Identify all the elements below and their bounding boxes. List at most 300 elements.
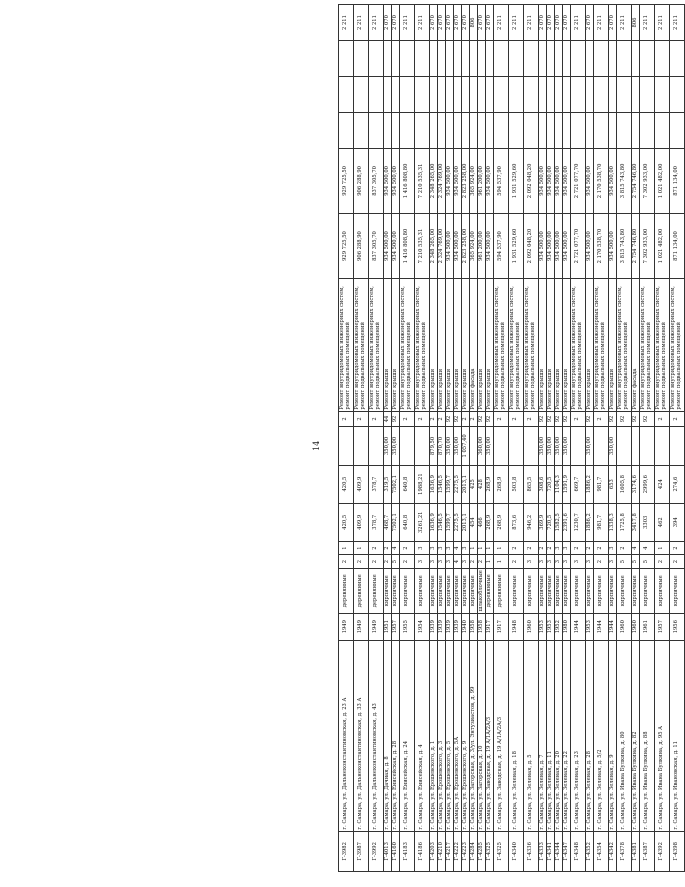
extra-b-cell: [430, 76, 438, 112]
entrances-cell: 2: [547, 541, 555, 554]
table-row: [640, 5, 655, 872]
row-id-cell: Г-3987: [354, 831, 369, 871]
group-cell: 2: [571, 411, 586, 427]
work-volume-cell: 350,00: [446, 427, 454, 465]
table-row: [670, 5, 685, 872]
extra-c-cell: [571, 41, 586, 77]
group-cell: 92: [446, 411, 454, 427]
year-cell: 1949: [339, 613, 354, 640]
cost-cell: 934 500,00: [555, 213, 563, 278]
cost-cell: 934 500,00: [539, 213, 547, 278]
work-type-cell: Ремонт внутридомовых инженерных систем, ремонт подвальных помещений: [594, 279, 609, 412]
total-cost-cell: 3 815 743,80: [617, 148, 632, 213]
year-plan-cell: 2 070: [384, 5, 392, 41]
extra-b-cell: [446, 76, 454, 112]
table-row: [446, 5, 454, 872]
work-type-cell: Ремонт крыши: [547, 279, 555, 412]
floors-cell: 3: [609, 555, 617, 568]
year-plan-cell: 2 070: [392, 5, 400, 41]
work-volume-cell: [632, 427, 640, 465]
total-cost-cell: 2 170 538,70: [594, 148, 609, 213]
year-cell: 1953: [586, 613, 594, 640]
year-cell: 1960: [632, 613, 640, 640]
living-area-cell: 1988,21: [415, 465, 430, 503]
extra-a-cell: [415, 112, 430, 148]
total-area-cell: 268,9: [486, 503, 494, 541]
year-cell: 1939: [454, 613, 462, 640]
entrances-cell: 2: [384, 541, 392, 554]
extra-c-cell: [509, 41, 524, 77]
living-area-cell: 424: [655, 465, 670, 503]
cost-cell: 934 500,00: [392, 213, 400, 278]
living-area-cell: 268,9: [486, 465, 494, 503]
work-type-cell: Ремонт внутридомовых инженерных систем, ремонт подвальных помещений: [571, 279, 586, 412]
table-row: [539, 5, 547, 872]
group-cell: 2: [400, 411, 415, 427]
cost-cell: 934 500,00: [586, 213, 594, 278]
floors-cell: 2: [369, 555, 384, 568]
table-row: [586, 5, 594, 872]
wall-material-cell: кирпичные: [655, 568, 670, 613]
row-id-cell: Г-4378: [617, 831, 632, 871]
entrances-cell: 3: [415, 541, 430, 554]
year-cell: 1917: [486, 613, 494, 640]
work-volume-cell: [415, 427, 430, 465]
year-plan-cell: 2 211: [339, 5, 354, 41]
table-row: [524, 5, 539, 872]
total-cost-cell: 1 416 808,80: [400, 148, 415, 213]
entrances-cell: 3: [430, 541, 438, 554]
table-row: [547, 5, 555, 872]
entrances-cell: 2: [617, 541, 632, 554]
wall-material-cell: кирпичные: [392, 568, 400, 613]
work-type-cell: Ремонт крыши: [555, 279, 563, 412]
extra-a-cell: [339, 112, 354, 148]
row-id-cell: Г-4341: [547, 831, 555, 871]
living-area-cell: 7502,1: [392, 465, 400, 503]
living-area-cell: 2275,5: [454, 465, 462, 503]
floors-cell: 2: [400, 555, 415, 568]
group-cell: 92: [632, 411, 640, 427]
group-cell: 92: [563, 411, 571, 427]
entrances-cell: 3: [563, 541, 571, 554]
total-cost-cell: 934 500,00: [539, 148, 547, 213]
address-cell: г. Самара, ул. Зеленая, д. 5: [524, 640, 539, 831]
floors-cell: 5: [392, 555, 400, 568]
extra-c-cell: [354, 41, 369, 77]
living-area-cell: 308,6: [539, 465, 547, 503]
year-cell: 1980: [563, 613, 571, 640]
entrances-cell: 2: [586, 541, 594, 554]
wall-material-cell: кирпичные: [571, 568, 586, 613]
total-area-cell: 394: [670, 503, 685, 541]
extra-a-cell: [400, 112, 415, 148]
year-plan-cell: 2 670: [486, 5, 494, 41]
cost-cell: 934 500,00: [547, 213, 555, 278]
extra-a-cell: [494, 112, 509, 148]
floors-cell: 3: [524, 555, 539, 568]
address-cell: г. Самара, ул. Ивановская, д. 11: [670, 640, 685, 831]
row-id-cell: Г-4285: [478, 831, 486, 871]
work-volume-cell: 350,00: [547, 427, 555, 465]
total-area-cell: 462: [655, 503, 670, 541]
year-cell: 1956: [670, 613, 685, 640]
entrances-cell: 3: [438, 541, 446, 554]
cost-cell: 906 288,90: [354, 213, 369, 278]
year-cell: 1951: [384, 613, 392, 640]
floors-cell: 2: [509, 555, 524, 568]
living-area-cell: 1546,5: [438, 465, 446, 503]
floors-cell: 3: [547, 555, 555, 568]
year-cell: 1957: [655, 613, 670, 640]
total-area-cell: 468,7: [384, 503, 392, 541]
extra-c-cell: [640, 41, 655, 77]
floors-cell: 2: [384, 555, 392, 568]
row-id-cell: Г-4352: [586, 831, 594, 871]
total-cost-cell: 961 200,00: [478, 148, 486, 213]
total-area-cell: 420,5: [339, 503, 354, 541]
wall-material-cell: кирпичные: [470, 568, 478, 613]
year-plan-cell: 2 670: [446, 5, 454, 41]
row-id-cell: Г-4186: [415, 831, 430, 871]
total-cost-cell: 594 537,90: [494, 148, 509, 213]
row-id-cell: Г-4347: [563, 831, 571, 871]
work-volume-cell: 879,50: [430, 427, 438, 465]
extra-a-cell: [547, 112, 555, 148]
group-cell: 2: [509, 411, 524, 427]
total-area-cell: 3417,8: [632, 503, 640, 541]
year-plan-cell: 2 211: [415, 5, 430, 41]
work-type-cell: Ремонт крыши: [384, 279, 392, 412]
work-volume-cell: 350,00: [486, 427, 494, 465]
table-row: [415, 5, 430, 872]
row-id-cell: Г-4284: [470, 831, 478, 871]
year-plan-cell: 2 670: [586, 5, 594, 41]
work-type-cell: Ремонт крыши: [586, 279, 594, 412]
work-volume-cell: 350,00: [539, 427, 547, 465]
total-cost-cell: 934 500,00: [547, 148, 555, 213]
table-row: [478, 5, 486, 872]
total-cost-cell: 934 500,00: [586, 148, 594, 213]
table-row: [470, 5, 478, 872]
living-area-cell: 3174,6: [632, 465, 640, 503]
living-area-cell: 1591,9: [563, 465, 571, 503]
work-type-cell: Ремонт крыши: [438, 279, 446, 412]
work-type-cell: Ремонт внутридомовых инженерных систем, ремонт подвальных помещений: [509, 279, 524, 412]
year-cell: 1953: [547, 613, 555, 640]
extra-c-cell: [384, 41, 392, 77]
year-plan-cell: 2 670: [438, 5, 446, 41]
extra-c-cell: [494, 41, 509, 77]
extra-a-cell: [446, 112, 454, 148]
floors-cell: 2: [655, 555, 670, 568]
group-cell: 2: [670, 411, 685, 427]
wall-material-cell: кирпичные: [609, 568, 617, 613]
extra-c-cell: [586, 41, 594, 77]
work-volume-cell: [617, 427, 632, 465]
wall-material-cell: кирпичные: [509, 568, 524, 613]
wall-material-cell: кирпичные: [563, 568, 571, 613]
cost-cell: 934 500,00: [486, 213, 494, 278]
group-cell: 92: [586, 411, 594, 427]
table-row: [430, 5, 438, 872]
living-area-cell: 274,6: [670, 465, 685, 503]
work-type-cell: Ремонт внутридомовых инженерных систем, ремонт подвальных помещений: [617, 279, 632, 412]
group-cell: 2: [524, 411, 539, 427]
extra-b-cell: [509, 76, 524, 112]
table-row: [392, 5, 400, 872]
year-plan-cell: 2 070: [609, 5, 617, 41]
extra-c-cell: [339, 41, 354, 77]
extra-c-cell: [400, 41, 415, 77]
entrances-cell: 4: [392, 541, 400, 554]
wall-material-cell: деревянные: [354, 568, 369, 613]
extra-c-cell: [539, 41, 547, 77]
row-id-cell: Г-4160: [392, 831, 400, 871]
extra-b-cell: [563, 76, 571, 112]
work-volume-cell: 350,00: [586, 427, 594, 465]
entrances-cell: 4: [632, 541, 640, 554]
address-cell: г. Самара, ул. Зеленая, д. 22: [563, 640, 571, 831]
work-volume-cell: [339, 427, 354, 465]
work-volume-cell: [640, 427, 655, 465]
extra-b-cell: [438, 76, 446, 112]
extra-a-cell: [670, 112, 685, 148]
extra-b-cell: [670, 76, 685, 112]
address-cell: г. Самара, ул. Зеленая, д. 11: [547, 640, 555, 831]
year-cell: 1954: [415, 613, 430, 640]
year-cell: 1948: [509, 613, 524, 640]
work-volume-cell: [509, 427, 524, 465]
total-cost-cell: 2 348 265,00: [430, 148, 438, 213]
wall-material-cell: кирпичные: [384, 568, 392, 613]
entrances-cell: 2: [571, 541, 586, 554]
floors-cell: 1: [486, 555, 494, 568]
table-row: [571, 5, 586, 872]
address-cell: г. Самара, ул. Зеленая, д. 7: [539, 640, 547, 831]
entrances-cell: 2: [369, 541, 384, 554]
row-id-cell: Г-4398: [670, 831, 685, 871]
total-area-cell: 7502,1: [392, 503, 400, 541]
total-area-cell: 454: [470, 503, 478, 541]
year-plan-cell: 2 211: [670, 5, 685, 41]
work-type-cell: Ремонт крыши: [454, 279, 462, 412]
extra-b-cell: [539, 76, 547, 112]
floors-cell: 2: [670, 555, 685, 568]
cost-cell: 1 021 482,00: [655, 213, 670, 278]
floors-cell: 3: [415, 555, 430, 568]
year-plan-cell: 2 211: [369, 5, 384, 41]
extra-a-cell: [509, 112, 524, 148]
cost-cell: 2 170 538,70: [594, 213, 609, 278]
living-area-cell: 1599,7: [446, 465, 454, 503]
cost-cell: 961 200,00: [478, 213, 486, 278]
total-area-cell: 2391,6: [563, 503, 571, 541]
wall-material-cell: кирпичные: [632, 568, 640, 613]
living-area-cell: 1104,3: [555, 465, 563, 503]
table-row: [384, 5, 392, 872]
wall-material-cell: кирпичные: [539, 568, 547, 613]
year-plan-cell: 2 211: [640, 5, 655, 41]
entrances-cell: 3: [446, 541, 454, 554]
year-plan-cell: 2 211: [494, 5, 509, 41]
address-cell: г. Самара, ул. Заводская, д. 19 А/1А/2А/3: [494, 640, 509, 831]
entrances-cell: 2: [509, 541, 524, 554]
row-id-cell: Г-4222: [454, 831, 462, 871]
extra-a-cell: [594, 112, 609, 148]
address-cell: г. Самара, ул. Ерошевского, д. 5: [446, 640, 454, 831]
living-area-cell: 2999,6: [640, 465, 655, 503]
year-cell: 1958: [478, 613, 486, 640]
table-row: [454, 5, 462, 872]
extra-a-cell: [555, 112, 563, 148]
total-cost-cell: 934 500,00: [563, 148, 571, 213]
extra-a-cell: [655, 112, 670, 148]
total-area-cell: 2275,5: [454, 503, 462, 541]
row-id-cell: Г-4387: [640, 831, 655, 871]
wall-material-cell: кирпичные: [617, 568, 632, 613]
total-area-cell: 873,6: [509, 503, 524, 541]
table-row: [494, 5, 509, 872]
row-id-cell: Г-4223: [462, 831, 470, 871]
floors-cell: 5: [617, 555, 632, 568]
entrances-cell: 1: [339, 541, 354, 554]
address-cell: г. Самара, ул. Енисейская, д. 24: [400, 640, 415, 831]
extra-b-cell: [369, 76, 384, 112]
address-cell: г. Самара, ул. Загорская, д. 10: [478, 640, 486, 831]
cost-cell: 934 500,00: [384, 213, 392, 278]
extra-c-cell: [415, 41, 430, 77]
work-type-cell: Ремонт крыши: [609, 279, 617, 412]
work-volume-cell: [494, 427, 509, 465]
year-cell: 1955: [400, 613, 415, 640]
living-area-cell: 1605,8: [617, 465, 632, 503]
work-volume-cell: 350,00: [609, 427, 617, 465]
cost-cell: 2 092 048,20: [524, 213, 539, 278]
extra-a-cell: [478, 112, 486, 148]
extra-b-cell: [478, 76, 486, 112]
floors-cell: 2: [354, 555, 369, 568]
entrances-cell: 3: [555, 541, 563, 554]
work-type-cell: Ремонт крыши: [539, 279, 547, 412]
entrances-cell: 1: [486, 541, 494, 554]
total-cost-cell: 934 500,00: [384, 148, 392, 213]
total-cost-cell: 934 500,00: [454, 148, 462, 213]
table-row: [400, 5, 415, 872]
extra-a-cell: [430, 112, 438, 148]
group-cell: 2: [655, 411, 670, 427]
row-id-cell: Г-3992: [369, 831, 384, 871]
living-area-cell: 425: [470, 465, 478, 503]
address-cell: г. Самара, ул. Зеленая, д. 18: [509, 640, 524, 831]
extra-a-cell: [454, 112, 462, 148]
table-row: [617, 5, 632, 872]
work-volume-cell: [354, 427, 369, 465]
living-area-cell: 653: [609, 465, 617, 503]
total-area-cell: 1636,9: [430, 503, 438, 541]
total-cost-cell: 934 500,00: [555, 148, 563, 213]
group-cell: 92: [486, 411, 494, 427]
group-cell: 44: [384, 411, 392, 427]
year-cell: 1961: [640, 613, 655, 640]
group-cell: 2: [339, 411, 354, 427]
row-id-cell: Г-4210: [438, 831, 446, 871]
table-body: [339, 5, 685, 872]
extra-b-cell: [594, 76, 609, 112]
extra-c-cell: [470, 41, 478, 77]
work-volume-cell: 360,00: [478, 427, 486, 465]
cost-cell: 2 754 746,80: [632, 213, 640, 278]
group-cell: 92: [555, 411, 563, 427]
work-volume-cell: 350,00: [555, 427, 563, 465]
work-type-cell: Ремонт внутридомовых инженерных систем, ремонт подвальных помещений: [640, 279, 655, 412]
row-id-cell: Г-4381: [632, 831, 640, 871]
extra-a-cell: [617, 112, 632, 148]
extra-a-cell: [462, 112, 470, 148]
year-plan-cell: 2 070: [555, 5, 563, 41]
year-cell: 1952: [555, 613, 563, 640]
extra-a-cell: [609, 112, 617, 148]
work-volume-cell: [524, 427, 539, 465]
total-cost-cell: 2 721 077,70: [571, 148, 586, 213]
extra-c-cell: [369, 41, 384, 77]
address-cell: г. Самара, ул. Ивана Булкина, д. 95 А: [655, 640, 670, 831]
wall-material-cell: кирпичные: [594, 568, 609, 613]
extra-a-cell: [470, 112, 478, 148]
entrances-cell: 1: [354, 541, 369, 554]
row-id-cell: Г-4203: [430, 831, 438, 871]
work-volume-cell: [400, 427, 415, 465]
cost-cell: 934 500,00: [563, 213, 571, 278]
extra-b-cell: [547, 76, 555, 112]
total-cost-cell: 2 092 048,20: [524, 148, 539, 213]
table-row: [594, 5, 609, 872]
living-area-cell: 720,5: [547, 465, 555, 503]
extra-a-cell: [524, 112, 539, 148]
address-cell: г. Самара, ул. Ерошевского, д. 5А: [454, 640, 462, 831]
extra-a-cell: [571, 112, 586, 148]
address-cell: г. Самара, ул. Ерошевского, д. 9: [462, 640, 470, 831]
extra-a-cell: [486, 112, 494, 148]
extra-c-cell: [655, 41, 670, 77]
cost-cell: 365 924,00: [470, 213, 478, 278]
year-plan-cell: 2 211: [400, 5, 415, 41]
cost-cell: 2 324 769,00: [438, 213, 446, 278]
group-cell: 2: [462, 411, 470, 427]
year-cell: 1944: [571, 613, 586, 640]
year-cell: 1953: [539, 613, 547, 640]
cost-cell: 934 500,00: [446, 213, 454, 278]
work-type-cell: Ремонт внутридомовых инженерных систем, ремонт подвальных помещений: [655, 279, 670, 412]
work-type-cell: Ремонт внутридомовых инженерных систем, ремонт подвальных помещений: [415, 279, 430, 412]
cost-cell: 3 815 743,80: [617, 213, 632, 278]
total-cost-cell: 1 021 482,00: [655, 148, 670, 213]
row-id-cell: Г-4325: [486, 831, 494, 871]
entrances-cell: 2: [400, 541, 415, 554]
extra-c-cell: [524, 41, 539, 77]
work-volume-cell: 350,00: [384, 427, 392, 465]
cost-cell: 1 416 808,80: [400, 213, 415, 278]
cost-cell: 929 725,50: [339, 213, 354, 278]
work-type-cell: Ремонт крыши: [446, 279, 454, 412]
year-plan-cell: 806: [632, 5, 640, 41]
table-row: [509, 5, 524, 872]
housing-repair-table: [338, 4, 685, 872]
group-cell: 2: [354, 411, 369, 427]
living-area-cell: 409,9: [354, 465, 369, 503]
entrances-cell: 1: [478, 541, 486, 554]
total-area-cell: 1338,3: [609, 503, 617, 541]
